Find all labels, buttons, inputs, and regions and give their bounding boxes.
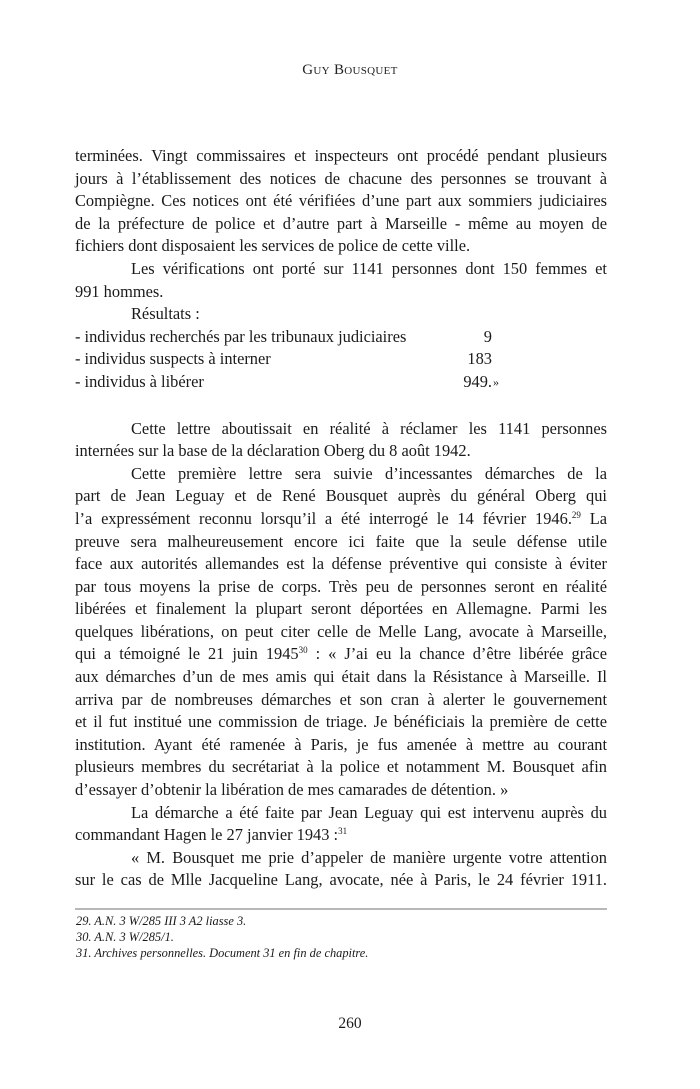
- footnote-ref-30[interactable]: 30: [298, 645, 308, 656]
- page-number: 260: [338, 1015, 362, 1032]
- body-text: [75, 145, 607, 892]
- results-heading: Résultats :: [131, 304, 200, 324]
- footnote-ref-31[interactable]: 31: [338, 826, 348, 837]
- result-row: [75, 326, 607, 349]
- paragraph: [75, 258, 607, 303]
- text-line: « M. Bousquet me prie d’appeler de manière urgente votre attention: [131, 847, 607, 867]
- text-line: de la préfecture de police et d’autre part à Marseille - même au moyen de: [75, 213, 607, 233]
- text-line: La démarche a été faite par Jean Leguay qui est intervenu auprès du: [131, 802, 607, 822]
- text-line: jours à l’établissement des notices de chacune des personnes se trouvant à: [75, 168, 607, 188]
- text-line: Cette lettre aboutissait en réalité à réclamer les 1141 personnes: [131, 418, 607, 438]
- results-list: [75, 303, 607, 393]
- paragraph: [75, 418, 607, 463]
- text-line: par tous moyens la prise de corps. Très peu de personnes seront en réalité: [75, 576, 607, 596]
- result-label: - individus recherchés par les tribunaux judiciaires: [75, 326, 407, 346]
- text-segment: qui a témoigné le 21 juin 1945: [75, 644, 299, 664]
- result-value: 949.: [463, 371, 492, 391]
- footnote-30: 30. A.N. 3 W/285/1.: [76, 930, 174, 944]
- footnote-29: 29. A.N. 3 W/285 III 3 A2 liasse 3.: [76, 914, 247, 928]
- text-segment: l’a expressément reconnu lorsqu’il a été interrogé le 14 février 1946.: [75, 508, 572, 528]
- text-line: preuve sera malheureusement encore ici faite que la seule défense utile: [75, 531, 607, 551]
- result-value: 183: [467, 349, 492, 369]
- text-line: arriva par de nombreuses démarches et son cran à alerter le gouvernement: [75, 689, 607, 709]
- paragraph: [75, 847, 607, 892]
- footnote-ref-29[interactable]: 29: [571, 509, 581, 520]
- result-row: [75, 371, 607, 394]
- text-line: [75, 508, 607, 531]
- text-line: quelques libérations, on peut citer celle de Melle Lang, avocate à Marseille,: [75, 621, 607, 641]
- text-line: [75, 824, 607, 847]
- text-line: face aux autorités allemandes est la défense préventive qui consiste à éviter: [75, 554, 607, 574]
- text-line: [75, 643, 607, 666]
- paragraph-gap: [75, 394, 607, 418]
- text-line: institution. Ayant été ramenée à Paris, je fus amenée à mettre au courant: [75, 734, 607, 754]
- footnotes: [76, 913, 608, 961]
- running-head: Guy Bousquet: [302, 62, 398, 78]
- text-line: internées sur la base de la déclaration Oberg du 8 août 1942.: [75, 441, 471, 461]
- text-segment: : « J’ai eu la chance d’être libérée grâce: [307, 644, 607, 664]
- footnote-separator: [75, 908, 607, 910]
- text-line: fichiers dont disposaient les services de police de cette ville.: [75, 236, 471, 256]
- text-line: plusieurs membres du secrétariat à la police et notamment M. Bousquet afin: [75, 757, 607, 777]
- closing-quote: »: [493, 374, 499, 389]
- text-segment: La: [580, 508, 607, 528]
- result-label: - individus à libérer: [75, 371, 204, 391]
- text-line: terminées. Vingt commissaires et inspecteurs ont procédé pendant plusieurs: [75, 146, 607, 165]
- result-label: - individus suspects à interner: [75, 349, 271, 369]
- paragraph: [75, 802, 607, 847]
- text-line: libérées et finalement la plupart seront déportées en Allemagne. Parmi les: [75, 599, 607, 619]
- text-line: Les vérifications ont porté sur 1141 personnes dont 150 femmes et: [131, 258, 607, 278]
- text-line: d’essayer d’obtenir la libération de mes camarades de détention. »: [75, 780, 509, 800]
- paragraph-continued: [75, 145, 607, 258]
- result-value: 9: [483, 326, 492, 346]
- footnote-31: 31. Archives personnelles. Document 31 en fin de chapitre.: [76, 946, 369, 960]
- paragraph: [75, 463, 607, 802]
- text-line: Compiègne. Ces notices ont été vérifiées d’une part aux sommiers judiciaires: [75, 191, 607, 211]
- text-line: part de Jean Leguay et de René Bousquet auprès du général Oberg qui: [75, 486, 607, 506]
- text-line: et il fut institué une commission de triage. Je bénéficiais la première de cette: [75, 712, 607, 732]
- result-row: [75, 348, 607, 371]
- text-line: aux démarches d’un de mes amis qui était dans la Résistance à Marseille. Il: [75, 667, 607, 687]
- text-segment: commandant Hagen le 27 janvier 1943 :: [75, 825, 339, 845]
- text-line: 991 hommes.: [75, 281, 164, 301]
- text-line: sur le cas de Mlle Jacqueline Lang, avocate, née à Paris, le 24 février 1911.: [75, 870, 607, 890]
- text-line: Cette première lettre sera suivie d’incessantes démarches de la: [131, 463, 607, 483]
